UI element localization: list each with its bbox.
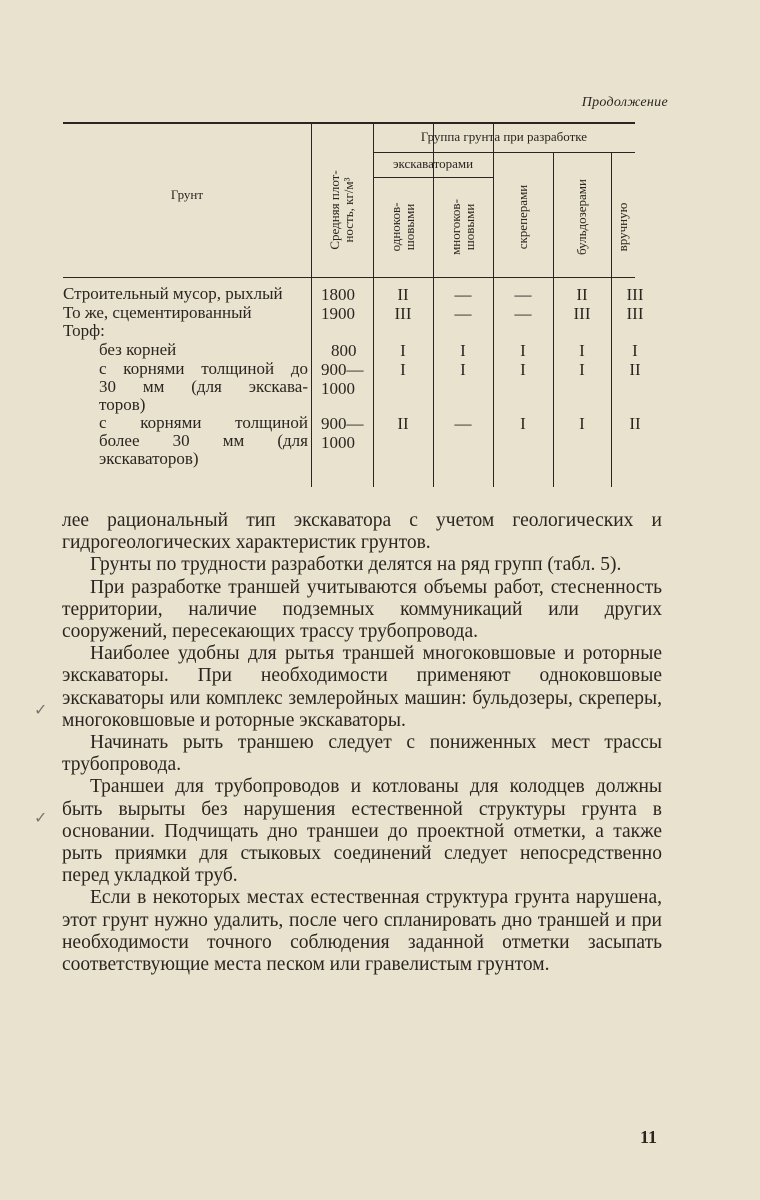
table-cell: — — [514, 304, 532, 323]
table-row-soil: Торф: — [63, 321, 105, 340]
header-single-bucket: одноков- шовыми — [388, 202, 417, 252]
paragraph: Траншеи для трубопроводов и котлованы для колодцев должны быть вырыты без нарушения естественной структуры грунта в основании. Подчищать дно траншеи до проектной отметки, а также рыть приямки для стыковых соединений следует непосредственно перед укладкой труб. — [62, 776, 662, 887]
table-header-rule — [63, 277, 635, 278]
pencil-checkmark-icon: ✓ — [34, 810, 48, 827]
table-cell: I — [400, 341, 406, 360]
table-row-soil: без корней — [99, 340, 177, 359]
table-cell: II — [629, 360, 641, 379]
body-text — [62, 510, 662, 976]
table-cell: II — [397, 414, 409, 433]
table-cell: — — [454, 285, 472, 304]
table-cell: I — [460, 341, 466, 360]
table-cell: III — [573, 304, 591, 323]
soil-group-table — [63, 122, 644, 487]
table-cell: — — [454, 304, 472, 323]
table-cell: — — [514, 285, 532, 304]
table-row-soil: с корнями толщиной до 30 мм (для экскава- торов) — [99, 359, 308, 414]
paragraph: Если в некоторых местах естественная структура грунта нарушена, этот грунт нужно удалить, после чего спланировать дно траншей и при необходимости точного соблюдения заданной отметки засыпать соответствующие места песком или гравелистым грунтом. — [62, 887, 662, 976]
page-number: 11 — [639, 1127, 657, 1147]
table-cell: I — [520, 360, 526, 379]
table-top-rule — [63, 122, 635, 124]
header-density: Средняя плот- ность, кг/м³ — [327, 170, 356, 250]
table-divider — [311, 122, 312, 487]
table-cell: I — [520, 341, 526, 360]
table-cell: I — [579, 414, 585, 433]
table-cell: II — [629, 414, 641, 433]
table-header-subrule — [373, 152, 635, 153]
paragraph: Грунты по трудности разработки делятся на ряд групп (табл. 5). — [90, 554, 622, 576]
paragraph: Начинать рыть траншею следует с пониженных мест трассы трубопровода. — [62, 732, 662, 776]
table-row-soil: То же, сцементированный — [63, 303, 252, 322]
table-cell: II — [576, 285, 588, 304]
table-header-subrule — [373, 177, 493, 178]
header-excavators: экскаваторами — [392, 156, 474, 171]
header-group: Группа грунта при разработке — [420, 129, 588, 144]
paragraph: При разработке траншей учитываются объемы работ, стесненность территории, наличие подземных коммуникаций или других сооружений, пересекающих трассу трубопровода. — [62, 576, 662, 643]
header-multi-bucket: многоков- шовыми — [448, 199, 477, 255]
table-cell: I — [460, 360, 466, 379]
table-cell: I — [632, 341, 638, 360]
header-soil: Грунт — [170, 187, 204, 202]
header-manual: вручную — [615, 202, 630, 252]
table-cell: — — [454, 414, 472, 433]
table-cell: III — [626, 285, 644, 304]
table-cell-density: 1800 — [321, 285, 355, 304]
table-cell: I — [400, 360, 406, 379]
table-cell-density: 800 — [331, 341, 357, 360]
table-cell: II — [397, 285, 409, 304]
table-cell-density: 1900 — [321, 304, 355, 323]
table-cell: I — [579, 341, 585, 360]
header-scrapers: скреперами — [515, 184, 530, 250]
table-cell: I — [579, 360, 585, 379]
running-head: Продолжение — [581, 95, 668, 110]
table-row-soil: Строительный мусор, рыхлый — [63, 284, 283, 303]
header-bulldozers: бульдозерами — [574, 179, 589, 255]
table-cell-density: 900— 1000 — [321, 414, 364, 452]
table-cell: III — [394, 304, 412, 323]
table-cell: I — [520, 414, 526, 433]
table-row-soil: с корнями толщиной более 30 мм (для экскаваторов) — [99, 413, 308, 468]
paragraph: Наиболее удобны для рытья траншей многоковшовые и роторные экскаваторы. При необходимости применяют одноковшовые экскаваторы или комплекс землеройных машин: бульдозеры, скреперы, многоковшовые и роторные экскаваторы. — [62, 643, 662, 731]
table-cell-density: 900— 1000 — [321, 360, 364, 398]
pencil-checkmark-icon: ✓ — [34, 702, 48, 719]
table-cell: III — [626, 304, 644, 323]
paragraph: лее рациональный тип экскаватора с учетом геологических и гидрогеологических характеристик грунтов. — [62, 510, 662, 554]
